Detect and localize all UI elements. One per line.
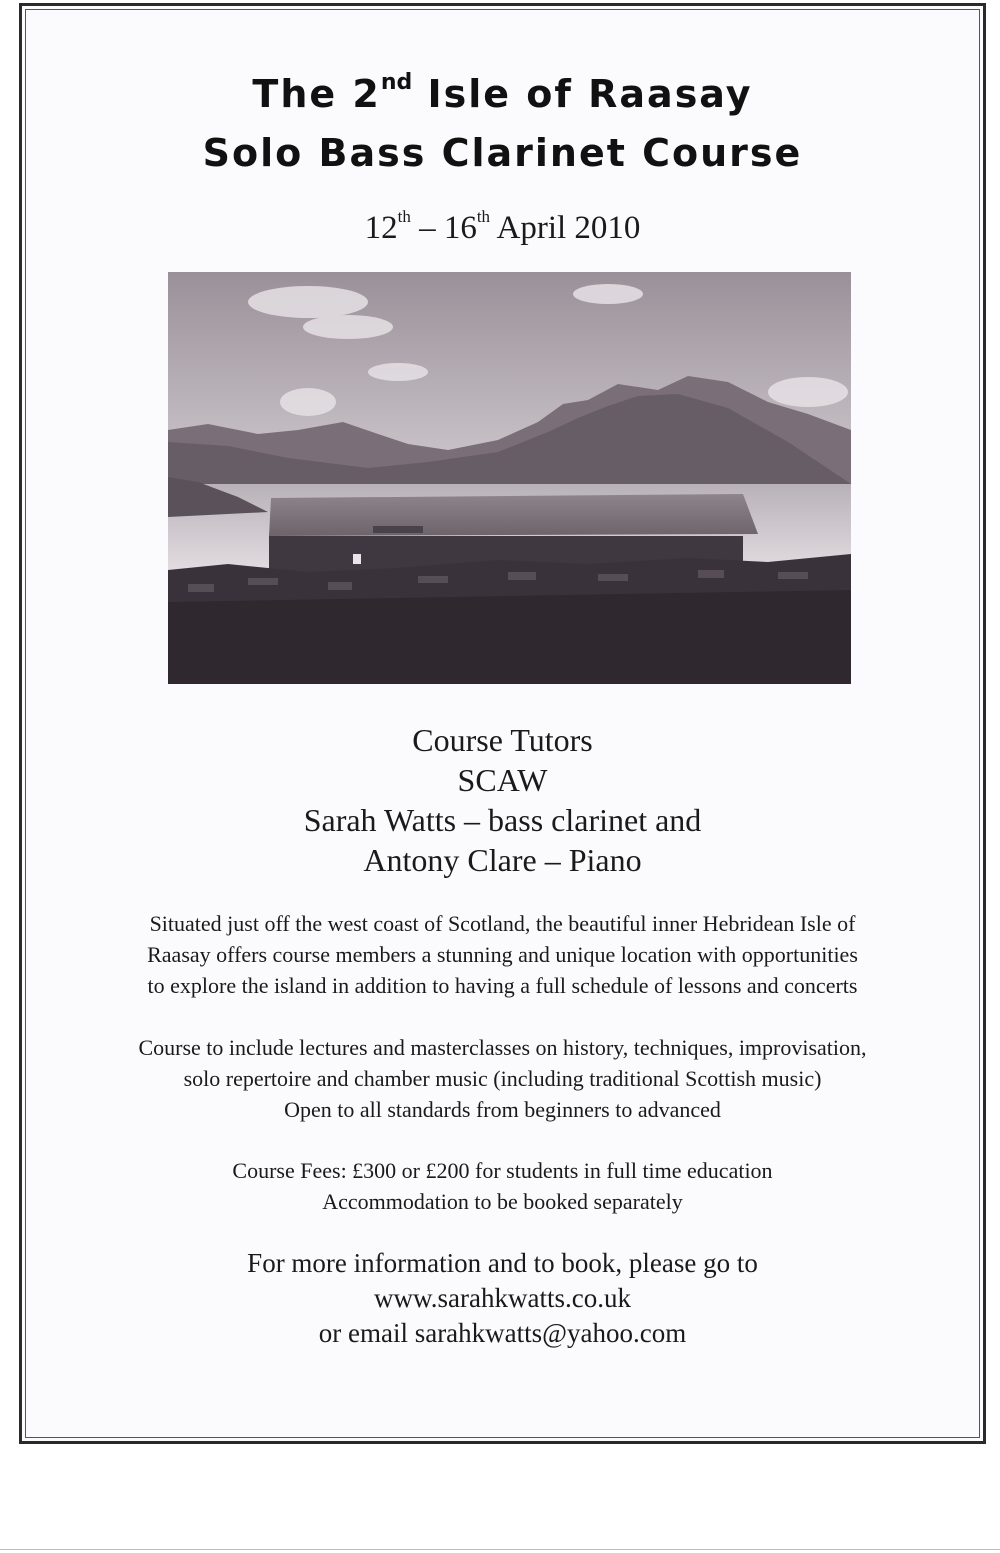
fees-line: Accommodation to be booked separately — [322, 1189, 683, 1214]
description-line: to explore the island in addition to having a full schedule of lessons and concerts — [147, 973, 858, 998]
title-superscript: nd — [380, 70, 413, 95]
landscape-photo — [168, 272, 851, 684]
grass — [168, 590, 851, 684]
scan-edge-line — [0, 1549, 1000, 1550]
fees-line: Course Fees: £300 or £200 for students in full time education — [232, 1158, 773, 1183]
poster — [19, 3, 986, 1444]
tutor-antony-clare: Antony Clare – Piano — [363, 842, 642, 878]
email-line[interactable]: or email sarahkwatts@yahoo.com — [318, 1318, 687, 1348]
contact-info — [22, 1246, 983, 1351]
description-paragraph — [22, 908, 983, 1001]
tutor-sarah-watts: Sarah Watts – bass clarinet and — [303, 802, 702, 838]
description-line: Raasay offers course members a stunning and unique location with opportunities — [147, 942, 858, 967]
tutors-group: SCAW — [457, 762, 548, 798]
course-dates: 12th – 16th April 2010 — [364, 207, 641, 246]
course-content-line: solo repertoire and chamber music (including traditional Scottish music) — [183, 1066, 822, 1091]
tutors-heading: Course Tutors — [412, 722, 593, 758]
title-line-1: The 2nd Isle of Raasay — [252, 70, 753, 116]
course-content-paragraph — [22, 1032, 983, 1125]
course-content-line: Course to include lectures and masterclasses on history, techniques, improvisation, — [138, 1035, 867, 1060]
fees-paragraph — [22, 1155, 983, 1217]
description-line: Situated just off the west coast of Scotland, the beautiful inner Hebridean Isle of — [149, 911, 856, 936]
contact-intro: For more information and to book, please go to — [247, 1248, 758, 1278]
website-link[interactable]: www.sarahkwatts.co.uk — [374, 1283, 631, 1313]
course-tutors — [22, 720, 983, 880]
title-line-2: Solo Bass Clarinet Course — [202, 131, 803, 175]
course-content-line: Open to all standards from beginners to advanced — [284, 1097, 721, 1122]
